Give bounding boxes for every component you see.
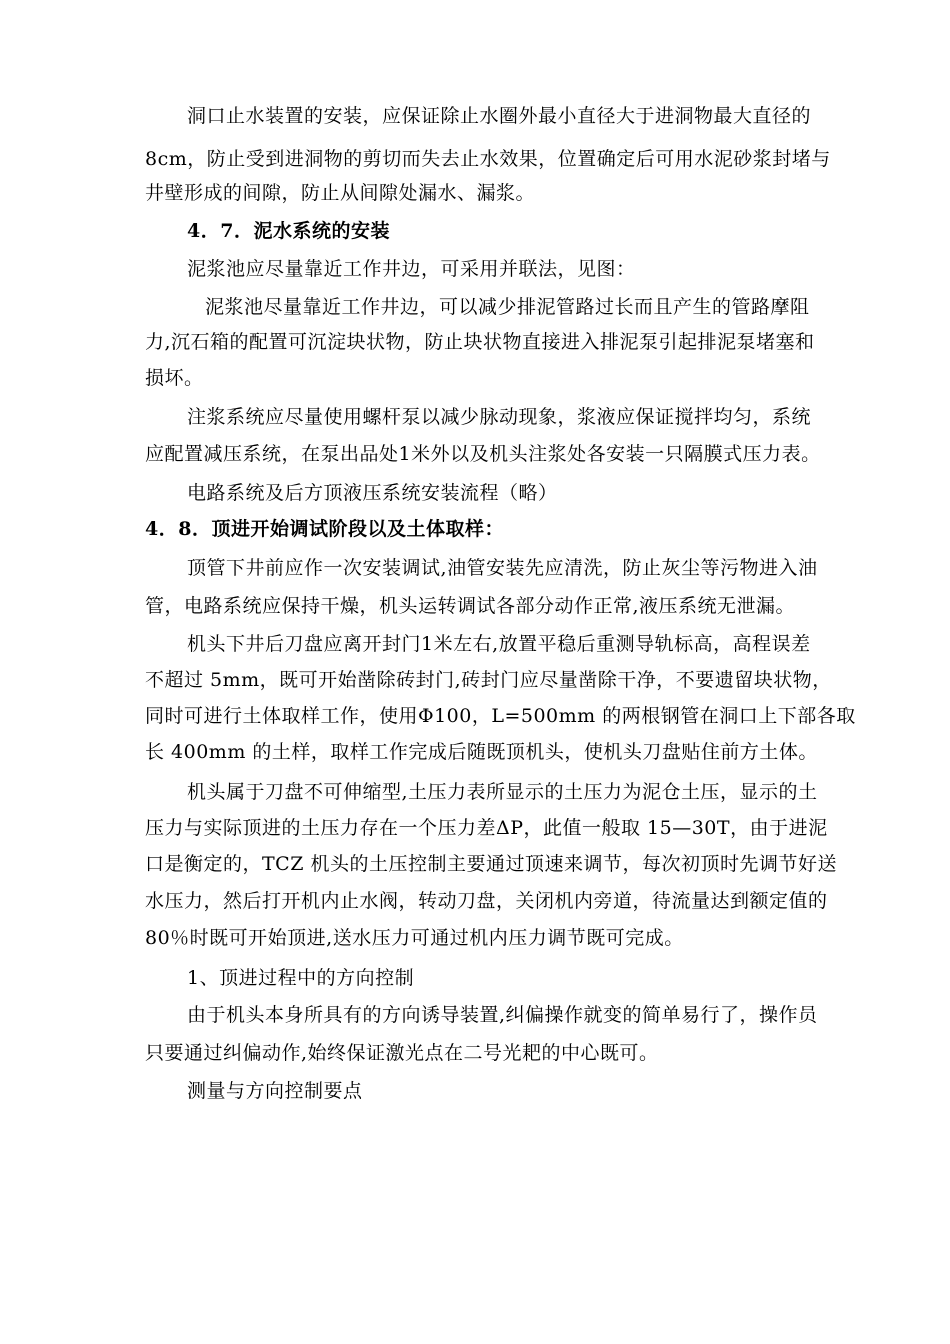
paragraph-line: 口是衡定的，TCZ 机头的土压控制主要通过顶速来调节，每次初顶时先调节好送 [145,853,837,875]
paragraph-line: 8cm，防止受到进洞物的剪切而失去止水效果，位置确定后可用水泥砂浆封堵与 [145,148,831,170]
paragraph-line: 测量与方向控制要点 [187,1080,363,1102]
paragraph-line: 长 400mm 的土样，取样工作完成后随既顶机头，使机头刀盘贴住前方土体。 [145,741,818,763]
paragraph-line: 不超过 5mm，既可开始凿除砖封门,砖封门应尽量凿除干净，不要遗留块状物， [145,669,832,691]
paragraph-line: 洞口止水装置的安装，应保证除止水圈外最小直径大于进洞物最大直径的 [187,105,812,127]
paragraph-line: 力,沉石箱的配置可沉淀块状物，防止块状物直接进入排泥泵引起排泥泵堵塞和 [145,331,815,353]
paragraph-line: 由于机头本身所具有的方向诱导装置,纠偏操作就变的简单易行了，操作员 [187,1004,818,1026]
section-heading: 4．8．顶进开始调试阶段以及土体取样： [145,518,504,540]
paragraph-line: 顶管下井前应作一次安装调试,油管安装先应清洗，防止灰尘等污物进入油 [187,557,818,579]
paragraph-line: 注浆系统应尽量使用螺杆泵以减少脉动现象，浆液应保证搅拌均匀，系统 [187,406,812,428]
paragraph-line: 同时可进行土体取样工作，使用Φ100，L=500mm 的两根钢管在洞口上下部各取 [145,705,856,727]
paragraph-line: 电路系统及后方顶液压系统安装流程（略） [187,482,558,504]
paragraph-line: 损坏。 [145,367,204,389]
paragraph-line: 压力与实际顶进的土压力存在一个压力差ΔP，此值一般取 15—30T，由于进泥 [145,817,828,839]
paragraph-line: 机头属于刀盘不可伸缩型,土压力表所显示的土压力为泥仓土压，显示的土 [187,781,818,803]
paragraph-line: 泥浆池尽量靠近工作井边，可以减少排泥管路过长而且产生的管路摩阻 [205,296,810,318]
paragraph-line: 泥浆池应尽量靠近工作井边，可采用并联法，见图： [187,258,636,280]
paragraph-line: 机头下井后刀盘应离开封门1米左右,放置平稳后重测导轨标高，高程误差 [187,633,811,655]
section-heading: 4．7．泥水系统的安装 [187,220,390,242]
paragraph-line: 80％时既可开始顶进,送水压力可通过机内压力调节既可完成。 [145,927,684,949]
paragraph-line: 只要通过纠偏动作,始终保证激光点在二号光耙的中心既可。 [145,1042,659,1064]
paragraph-line: 应配置减压系统，在泵出品处1米外以及机头注浆处各安装一只隔膜式压力表。 [145,443,821,465]
paragraph-line: 井壁形成的间隙，防止从间隙处漏水、漏浆。 [145,182,536,204]
paragraph-line: 管，电路系统应保持干燥，机头运转调试各部分动作正常,液压系统无泄漏。 [145,595,796,617]
paragraph-line: 水压力，然后打开机内止水阀，转动刀盘，关闭机内旁道，待流量达到额定值的 [145,890,828,912]
list-item-heading: 1、顶进过程中的方向控制 [187,967,415,989]
